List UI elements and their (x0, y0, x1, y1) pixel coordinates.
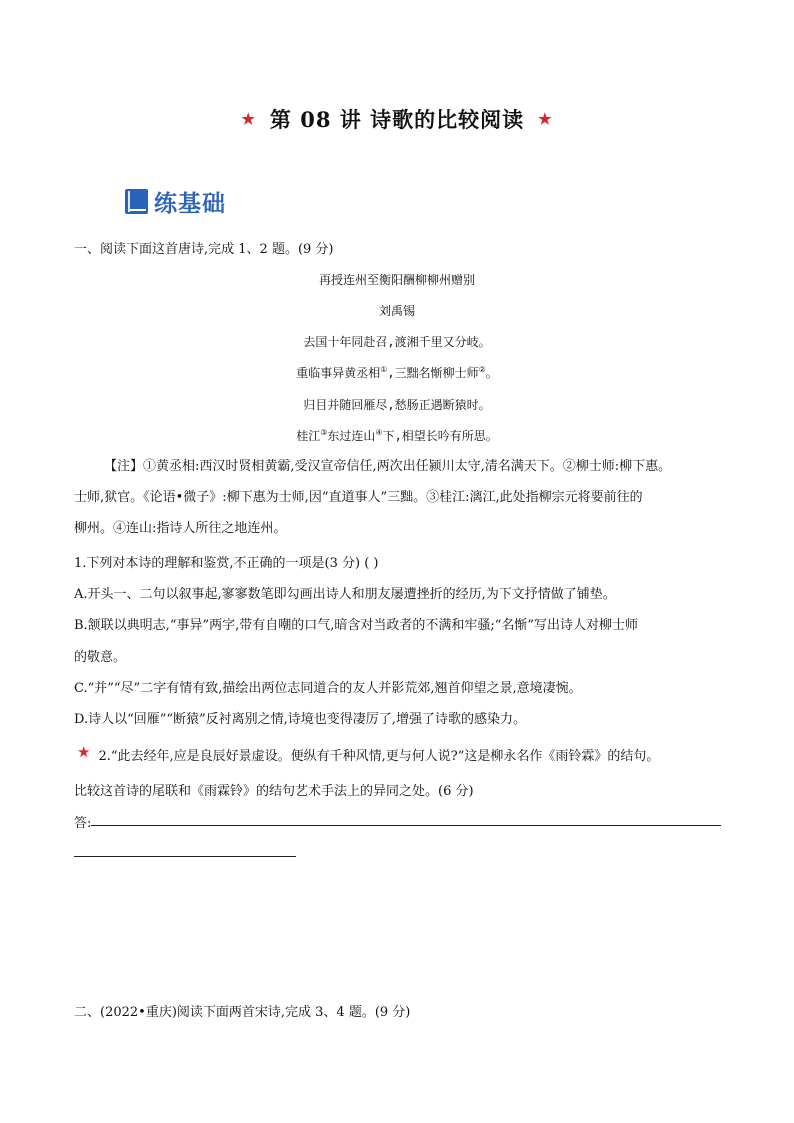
poem-line (0, 427, 794, 444)
question-1: 1.下列对本诗的理解和鉴赏,不正确的一项是(3 分) ( ) (74, 556, 379, 571)
section-title: 练基础 (154, 190, 226, 217)
option-c: C.“并”“尽”二字有情有致,描绘出两位志同道合的友人并影荒郊,翘首仰望之景,意境凄惋。 (74, 681, 582, 696)
red-star-icon: ★ (77, 743, 91, 761)
answer-line[interactable] (91, 825, 721, 826)
poem-line (0, 364, 794, 381)
page-title: 第 08 讲 诗歌的比较阅读 (269, 107, 525, 132)
section-header (124, 184, 226, 218)
question-2 (77, 743, 659, 764)
question-group-intro: 一、阅读下面这首唐诗,完成 1、2 题。(9 分) (74, 242, 334, 257)
note-line: 柳州。④连山:指诗人所往之地连州。 (74, 521, 287, 536)
poem-title: 再授连州至衡阳酬柳柳州赠别 (318, 273, 475, 287)
answer-label: 答: (74, 816, 92, 831)
note-line: 士师,狱官。《论语•微子》:柳下惠为士师,因“直道事人”三黜。③桂江:漓江,此处指柳宗元将要前往的 (74, 490, 643, 505)
poem-author: 刘禹锡 (378, 304, 415, 318)
poem-text: 下,相望长吟有所思。 (382, 429, 498, 443)
footnote-marker: ③ (320, 428, 328, 437)
poem-line: 归目并随回雁尽,愁肠正遇断猿时。 (303, 398, 491, 412)
question-group-intro: 二、(2022•重庆)阅读下面两首宋诗,完成 3、4 题。(9 分) (74, 1005, 411, 1020)
poem-text: 桂江 (296, 429, 321, 443)
footnote-marker: ② (478, 365, 486, 374)
footnote-marker: ④ (375, 428, 383, 437)
option-a: A.开头一、二句以叙事起,寥寥数笔即勾画出诗人和朋友屡遭挫折的经历,为下文抒情做了铺垫。 (74, 587, 616, 602)
option-b-cont: 的敬意。 (74, 650, 127, 665)
page-title-row (0, 104, 794, 134)
poem-text: 重临事异黄丞相 (296, 366, 381, 380)
poem-line: 去国十年同赴召,渡湘千里又分岐。 (303, 335, 491, 349)
note-line: 【注】①黄丞相:西汉时贤相黄霸,受汉宣帝信任,两次出任颍川太守,清名满天下。②柳士师:柳下惠。 (104, 459, 672, 474)
poem-text: ,三黜名惭柳士师 (387, 366, 479, 380)
question-2-cont: 比较这首诗的尾联和《雨霖铃》的结句艺术手法上的异同之处。(6 分) (74, 784, 474, 799)
red-star-icon: ★ (241, 110, 256, 128)
answer-line[interactable] (74, 856, 296, 857)
question-2-text: 2.“此去经年,应是良辰好景虚设。便纵有千种风情,更与何人说?”这是柳永名作《雨铃霖》的结句。 (98, 749, 660, 764)
poem-text: 东过连山 (327, 429, 376, 443)
book-icon (124, 188, 149, 215)
option-d: D.诗人以“回雁”“断猿”反衬离别之情,诗境也变得凄厉了,增强了诗歌的感染力。 (74, 712, 526, 727)
footnote-marker: ① (380, 365, 388, 374)
poem-text: 。 (485, 366, 498, 380)
red-star-icon: ★ (538, 110, 553, 128)
option-b: B.颔联以典明志,“事异”两字,带有自嘲的口气,暗含对当政者的不满和牢骚;“名惭”写出诗人对柳士师 (74, 618, 639, 633)
